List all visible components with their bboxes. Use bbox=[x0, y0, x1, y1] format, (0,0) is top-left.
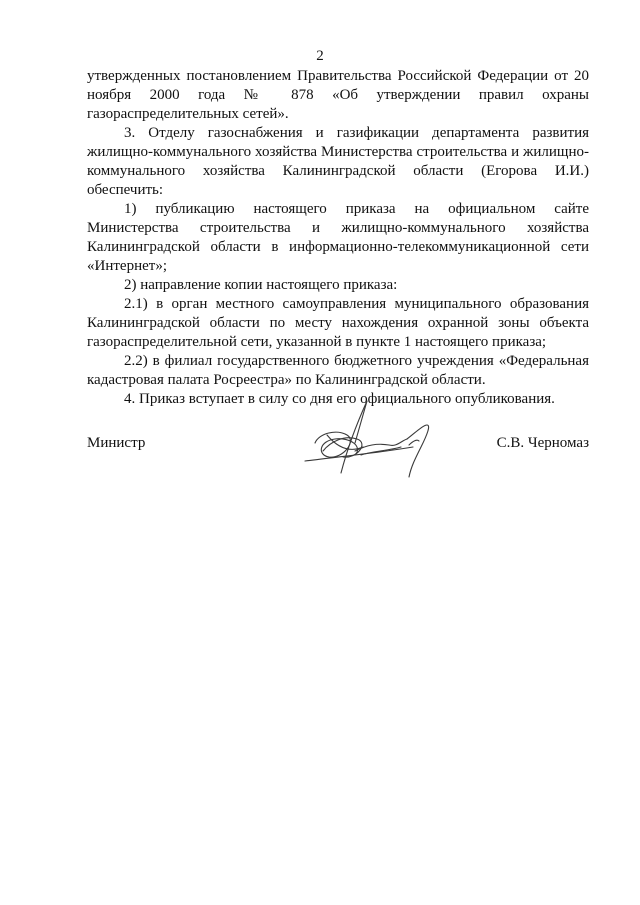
paragraph-item-4: 4. Приказ вступает в силу со дня его официального опубликования. bbox=[124, 391, 555, 407]
signer-name: С.В. Черномаз bbox=[496, 435, 589, 451]
paragraph-item-2-2: 2.2) в филиал государственного бюджетного учреждения «Федеральная кадастровая палата Росреестра» по Калининградской области. bbox=[87, 353, 589, 388]
paragraph-item-3-2: 2) направление копии настоящего приказа: bbox=[124, 277, 398, 293]
paragraph-item-3: 3. Отделу газоснабжения и газификации департамента развития жилищно-коммунального хозяйства Министерства строительства и жилищно-коммунального хозяйства Калининградской области (Егорова И.И.) обеспечить: bbox=[87, 125, 589, 198]
handwritten-signature bbox=[297, 395, 447, 485]
page-number: 2 bbox=[316, 48, 324, 64]
paragraph-continuation: утвержденных постановлением Правительства Российской Федерации от 20 ноября 2000 года № 878 «Об утверждении правил охраны газораспределительных сетей». bbox=[87, 68, 589, 122]
paragraph-item-2-1: 2.1) в орган местного самоуправления муниципального образования Калининградской области по месту нахождения охранной зоны объекта газораспределительной сети, указанной в пункте 1 настоящего приказа; bbox=[87, 296, 589, 350]
signer-title: Министр bbox=[87, 435, 146, 451]
paragraph-item-3-1: 1) публикацию настоящего приказа на официальном сайте Министерства строительства и жилищно-коммунального хозяйства Калининградской области в информационно-телекоммуникационной сети «Интернет»; bbox=[87, 201, 589, 274]
signature-block bbox=[87, 395, 589, 485]
document-body bbox=[87, 67, 589, 409]
